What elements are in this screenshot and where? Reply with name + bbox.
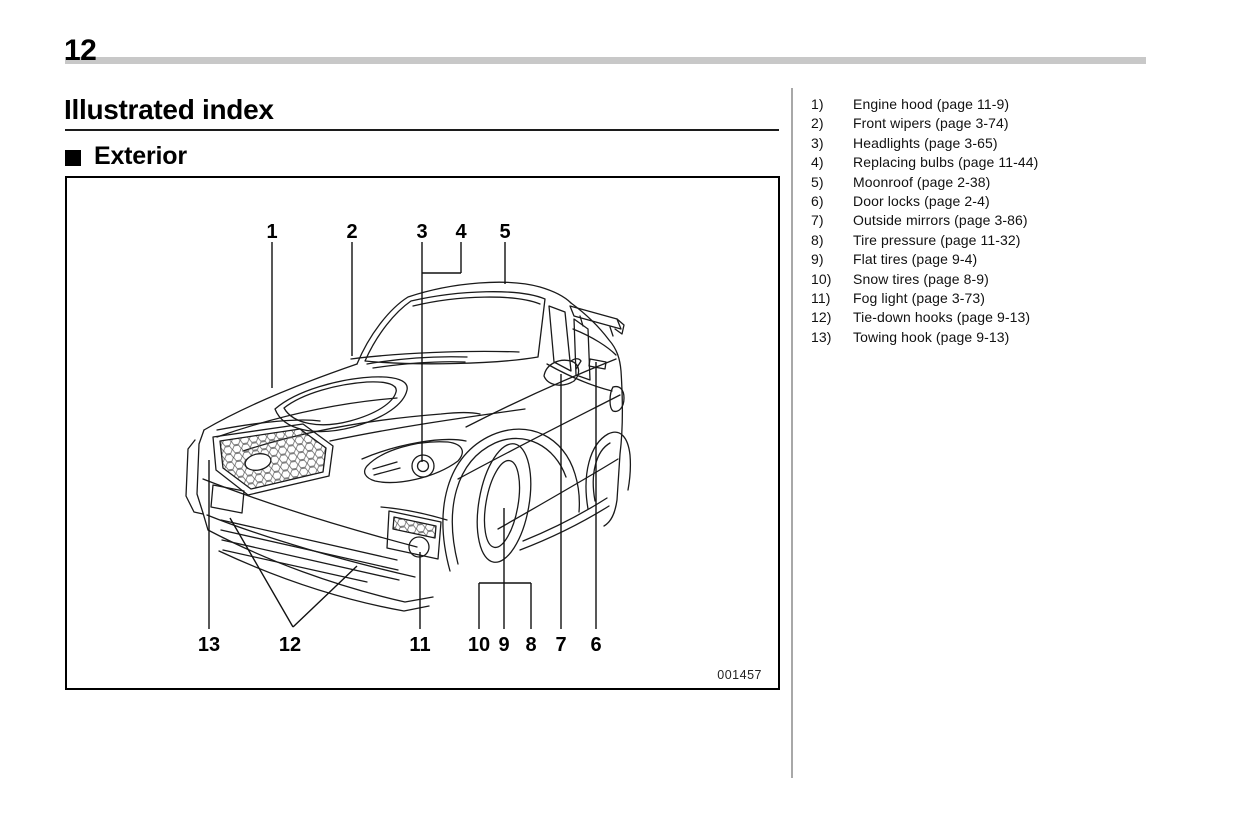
headlight-outline xyxy=(365,442,463,483)
section-label: Exterior xyxy=(94,142,187,170)
cowl-line xyxy=(351,351,519,359)
index-item-text: Outside mirrors (page 3-86) xyxy=(853,212,1028,229)
index-item-text: Engine hood (page 11-9) xyxy=(853,96,1010,112)
index-item xyxy=(811,173,1231,192)
index-item-text: Fog light (page 3-73) xyxy=(853,290,986,307)
windshield xyxy=(365,292,545,364)
callout-12: 12 xyxy=(278,634,302,656)
page-number: 12 xyxy=(64,34,97,67)
index-item-number: 1) xyxy=(811,96,824,112)
index-item-text: Headlights (page 3-65) xyxy=(853,134,998,151)
index-item-text: Moonroof (page 2-38) xyxy=(853,173,991,190)
header-rule xyxy=(65,57,1146,64)
index-item-text: Towing hook (page 9-13) xyxy=(853,328,1010,345)
index-item xyxy=(811,192,1231,211)
figure-code: 001457 xyxy=(717,668,762,682)
index-item-text: Snow tires (page 8-9) xyxy=(853,270,989,287)
section-heading xyxy=(65,142,187,171)
callout-3: 3 xyxy=(416,221,428,243)
callout-9: 9 xyxy=(498,634,510,656)
car-line-art xyxy=(186,282,630,611)
hood-left-edge xyxy=(204,364,357,430)
callout-4: 4 xyxy=(455,221,467,243)
car-diagram xyxy=(67,178,778,688)
callout-8: 8 xyxy=(525,634,537,656)
index-item-text: Tire pressure (page 11-32) xyxy=(853,231,1021,248)
index-item xyxy=(811,328,1231,347)
callout-10: 10 xyxy=(467,634,491,656)
index-item xyxy=(811,250,1231,269)
index-item-text: Front wipers (page 3-74) xyxy=(853,115,1009,132)
index-item xyxy=(811,95,1231,114)
index-item xyxy=(811,308,1231,327)
index-item-number: 12) xyxy=(811,309,832,326)
index-item-text: Flat tires (page 9-4) xyxy=(853,251,978,268)
index-item xyxy=(811,134,1231,153)
callout-6: 6 xyxy=(590,634,602,656)
index-item-number: 6) xyxy=(811,193,824,210)
page-title: Illustrated index xyxy=(64,94,274,125)
leader-12-right xyxy=(293,566,357,627)
callout-1: 1 xyxy=(266,221,278,243)
column-divider xyxy=(791,88,793,778)
callout-11: 11 xyxy=(409,634,431,656)
index-item-number: 5) xyxy=(811,173,824,190)
section-marker-icon xyxy=(65,150,81,166)
index-item-number: 2) xyxy=(811,115,824,132)
fog-lamp xyxy=(409,537,429,557)
index-item-number: 9) xyxy=(811,251,824,268)
lower-grille-slats xyxy=(221,520,399,582)
index-item-number: 4) xyxy=(811,154,824,171)
title-underline xyxy=(65,129,779,131)
callout-2: 2 xyxy=(346,221,358,243)
index-item xyxy=(811,153,1231,172)
index-item xyxy=(811,114,1231,133)
index-item-number: 10) xyxy=(811,270,832,287)
index-item-number: 8) xyxy=(811,231,824,248)
index-item-text: Door locks (page 2-4) xyxy=(853,193,990,210)
index-item-number: 13) xyxy=(811,328,832,345)
callout-5: 5 xyxy=(499,221,511,243)
index-item-number: 11) xyxy=(811,290,831,307)
headlight-projector xyxy=(412,455,434,477)
index-item-number: 3) xyxy=(811,134,824,151)
index-item-text: Tie-down hooks (page 9-13) xyxy=(853,309,1031,326)
exterior-diagram-box xyxy=(65,176,780,690)
index-item xyxy=(811,231,1231,250)
index-item xyxy=(811,270,1231,289)
index-list xyxy=(811,95,1231,347)
index-item-number: 7) xyxy=(811,212,824,229)
index-item xyxy=(811,211,1231,230)
callout-7: 7 xyxy=(555,634,567,656)
index-item-text: Replacing bulbs (page 11-44) xyxy=(853,154,1039,171)
rear-spoiler xyxy=(570,306,621,329)
index-item xyxy=(811,289,1231,308)
license-plate-area xyxy=(211,485,244,513)
callout-13: 13 xyxy=(197,634,221,656)
